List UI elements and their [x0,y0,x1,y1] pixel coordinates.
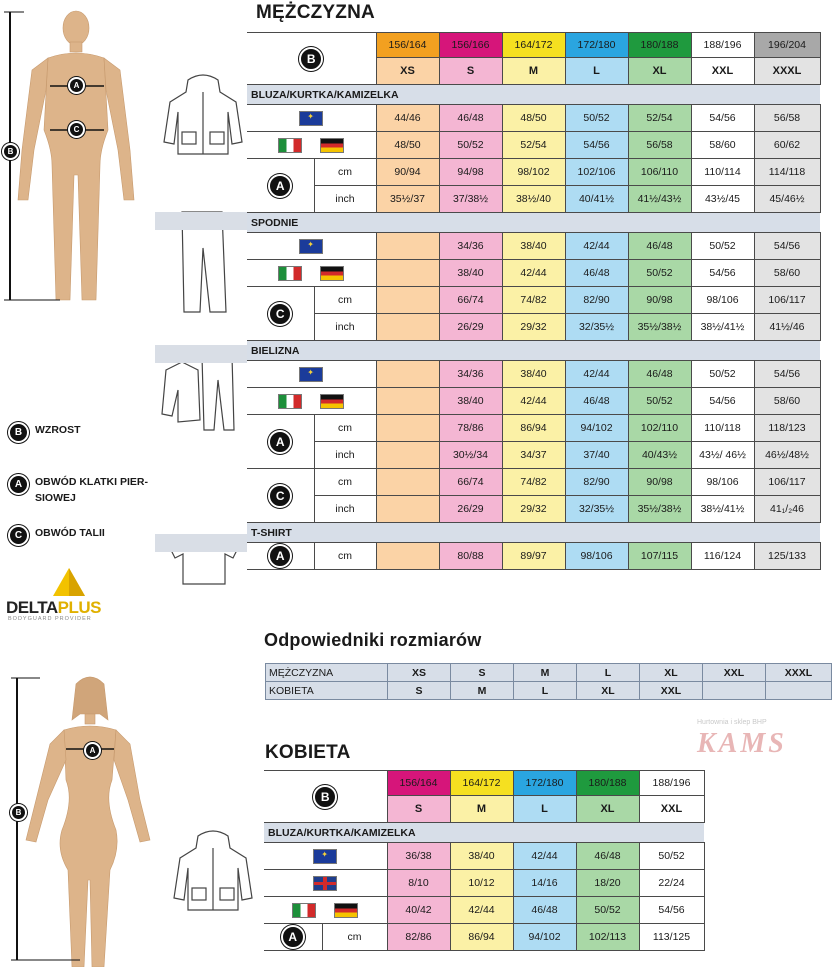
table-cell: 46/48 [628,233,691,260]
unit-label: inch [314,442,376,469]
germany-flag-icon [320,138,344,153]
table-cell: 38½/40 [502,186,565,213]
table-cell: 42/44 [513,843,576,870]
divider-tshirt [155,534,247,552]
table-cell: 60/62 [754,132,820,159]
table-cell: 46½/48½ [754,442,820,469]
table-cell: 42/44 [450,897,513,924]
table-cell: XXXL [766,664,832,682]
divider-underwear [155,345,247,363]
table-row [247,105,820,132]
legend-waist [8,525,105,546]
men-size-xs: XS [376,58,439,85]
table-cell [376,388,439,415]
unit-label: cm [314,415,376,442]
men-height-xl: 180/188 [628,33,691,58]
women-size-xxl: XXL [639,796,704,823]
height-badge-men-table: B [299,47,323,71]
table-cell [376,233,439,260]
table-cell: 50/52 [439,132,502,159]
table-cell: 35½/37 [376,186,439,213]
table-cell: 54/56 [691,260,754,287]
eu-flag-icon [299,111,323,126]
women-height-s: 156/164 [387,771,450,796]
table-cell: 86/94 [502,415,565,442]
table-cell: L [514,682,577,700]
women-size-table [264,770,705,951]
men-height-s: 156/166 [439,33,502,58]
table-cell: 40/42 [387,897,450,924]
table-cell: 54/56 [691,388,754,415]
table-row [247,388,820,415]
table-cell: 66/74 [439,469,502,496]
table-cell: XL [640,664,703,682]
corr-label-women: KOBIETA [266,682,388,700]
men-height-xs: 156/164 [376,33,439,58]
germany-flag-icon [334,903,358,918]
table-row [247,287,820,314]
men-size-s: S [439,58,502,85]
unit-label: inch [314,314,376,341]
table-cell: 113/125 [639,924,704,951]
table-cell: 46/48 [439,105,502,132]
table-cell: 42/44 [502,260,565,287]
table-cell: 102/110 [628,415,691,442]
deltaplus-logo-icon [52,567,86,597]
legend-waist-text: OBWÓD TALII [35,527,105,539]
table-cell: 102/106 [565,159,628,186]
table-cell: 114/118 [754,159,820,186]
chest-badge-male: A [68,77,85,94]
table-cell [376,543,439,570]
table-cell: 43½/45 [691,186,754,213]
table-row [247,233,820,260]
chest-badge-female: A [84,742,101,759]
table-cell: 98/106 [691,469,754,496]
table-cell [376,442,439,469]
height-badge-female: B [10,804,27,821]
women-height-m: 164/172 [450,771,513,796]
table-cell: 45/46½ [754,186,820,213]
table-cell: 32/35½ [565,496,628,523]
table-cell: 48/50 [376,132,439,159]
men-size-xxxl: XXXL [754,58,820,85]
table-row [266,682,832,700]
table-row [247,496,820,523]
table-cell: 50/52 [576,897,639,924]
table-cell: 50/52 [565,105,628,132]
men-size-l: L [565,58,628,85]
table-cell: 52/54 [502,132,565,159]
table-cell: 37/40 [565,442,628,469]
table-cell: 54/56 [565,132,628,159]
table-cell: 22/24 [639,870,704,897]
table-cell: 58/60 [754,388,820,415]
women-height-badge-cell [264,771,387,823]
women-height-xxl: 188/196 [639,771,704,796]
table-cell: 37/38½ [439,186,502,213]
italy-flag-icon [292,903,316,918]
table-row [264,897,704,924]
table-cell: 46/48 [576,843,639,870]
table-row [247,314,820,341]
table-cell: 106/110 [628,159,691,186]
eu-flag-icon [299,367,323,382]
table-row [247,186,820,213]
table-cell: 42/44 [502,388,565,415]
table-row [247,442,820,469]
table-cell: 36/38 [387,843,450,870]
table-cell: 54/56 [754,233,820,260]
men-title: MĘŻCZYZNA [256,2,375,23]
table-cell [376,415,439,442]
legend-chest [8,474,148,506]
legend-chest-line2: SIOWEJ [35,492,76,504]
table-cell: 56/58 [628,132,691,159]
men-size-table [247,32,821,570]
corr-label-men: MĘŻCZYZNA [266,664,388,682]
table-cell: 35½/38½ [628,314,691,341]
table-row [264,924,704,951]
table-cell: 58/60 [754,260,820,287]
table-cell: 94/98 [439,159,502,186]
height-badge-women-table: B [313,785,337,809]
table-cell: 34/37 [502,442,565,469]
table-cell: S [451,664,514,682]
table-cell: 89/97 [502,543,565,570]
table-cell: 8/10 [387,870,450,897]
table-cell: 90/98 [628,287,691,314]
table-cell: 43½/ 46½ [691,442,754,469]
table-cell: 102/113 [576,924,639,951]
table-cell: 86/94 [450,924,513,951]
men-tshirt-section-label: T-SHIRT [247,523,820,543]
table-cell: 18/20 [576,870,639,897]
table-cell: 34/36 [439,361,502,388]
table-cell: 82/90 [565,469,628,496]
table-cell: 38½/41½ [691,496,754,523]
table-cell: 50/52 [691,233,754,260]
table-cell [376,469,439,496]
table-cell: 50/52 [628,388,691,415]
men-height-l: 172/180 [565,33,628,58]
table-cell: 98/102 [502,159,565,186]
table-cell: 80/88 [439,543,502,570]
table-cell: 90/94 [376,159,439,186]
table-cell: 10/12 [450,870,513,897]
table-cell: 52/54 [628,105,691,132]
waist-badge-legend: C [8,525,29,546]
men-size-xl: XL [628,58,691,85]
table-cell: 29/32 [502,496,565,523]
jacket-sketch [158,72,248,157]
table-cell: 41½/46 [754,314,820,341]
table-row [264,870,704,897]
unit-label: cm [314,543,376,570]
table-cell: 98/106 [691,287,754,314]
chest-badge-legend: A [8,474,29,495]
table-cell [376,314,439,341]
men-size-xxl: XXL [691,58,754,85]
legend-height-text: WZROST [35,424,81,436]
table-cell: 38/40 [502,233,565,260]
table-cell: 74/82 [502,469,565,496]
table-cell: 41½/43½ [628,186,691,213]
height-badge-legend: B [8,422,29,443]
women-size-xl: XL [576,796,639,823]
table-cell: 32/35½ [565,314,628,341]
table-cell: XXL [640,682,703,700]
watermark-caption: Hurtownia i sklep BHP [697,719,767,726]
table-cell: 54/56 [691,105,754,132]
italy-flag-icon [278,394,302,409]
eu-flag-icon [313,849,337,864]
table-cell: 41₁/₂46 [754,496,820,523]
women-title: KOBIETA [265,742,351,763]
table-cell [766,682,832,700]
table-row [264,843,704,870]
table-row [247,260,820,287]
unit-label: cm [314,159,376,186]
table-cell: M [514,664,577,682]
men-height-xxl: 188/196 [691,33,754,58]
brand-logo: DELTAPLUS [6,598,101,617]
table-cell: 56/58 [754,105,820,132]
table-cell: 46/48 [513,897,576,924]
men-underwear-section-label: BIELIZNA [247,341,820,361]
table-row [247,132,820,159]
table-cell: 94/102 [565,415,628,442]
table-cell: 50/52 [639,843,704,870]
table-cell: 38/40 [502,361,565,388]
table-cell [376,287,439,314]
chest-badge-women: A [281,925,305,949]
table-cell: 66/74 [439,287,502,314]
unit-label: inch [314,496,376,523]
table-cell: XL [577,682,640,700]
table-cell: 106/117 [754,469,820,496]
table-cell [376,361,439,388]
women-size-l: L [513,796,576,823]
table-cell: 40/41½ [565,186,628,213]
eu-flag-icon [299,239,323,254]
uk-flag-icon [313,876,337,891]
unit-label: cm [314,469,376,496]
table-cell: XXL [703,664,766,682]
unit-label: inch [314,186,376,213]
men-jacket-section-label: BLUZA/KURTKA/KAMIZELKA [247,85,820,105]
table-cell: 54/56 [754,361,820,388]
women-jacket-sketch [168,828,258,913]
men-height-badge-cell [247,33,376,85]
legend-height [8,422,81,443]
table-cell: 78/86 [439,415,502,442]
table-cell: 48/50 [502,105,565,132]
table-cell: 54/56 [639,897,704,924]
chest-badge-underwear: A [268,430,292,454]
table-cell: 44/46 [376,105,439,132]
table-cell: 38½/41½ [691,314,754,341]
waist-badge-male: C [68,121,85,138]
italy-flag-icon [278,266,302,281]
men-trousers-section-label: SPODNIE [247,213,820,233]
table-cell: 14/16 [513,870,576,897]
watermark-logo: KAMS [697,728,787,759]
table-cell: 58/60 [691,132,754,159]
table-cell: 94/102 [513,924,576,951]
table-cell: 110/114 [691,159,754,186]
waist-badge-underwear: C [268,484,292,508]
table-cell: 26/29 [439,314,502,341]
table-cell: 74/82 [502,287,565,314]
table-cell: 90/98 [628,469,691,496]
table-cell: 42/44 [565,233,628,260]
italy-flag-icon [278,138,302,153]
divider-trousers [155,212,247,230]
table-cell: L [577,664,640,682]
table-cell [376,496,439,523]
waist-badge-trousers: C [268,302,292,326]
germany-flag-icon [320,394,344,409]
table-row [247,415,820,442]
table-cell: 30½/34 [439,442,502,469]
table-cell: M [451,682,514,700]
table-row [247,543,820,570]
unit-label: cm [314,287,376,314]
table-cell [703,682,766,700]
table-cell: XS [388,664,451,682]
table-cell: 46/48 [565,260,628,287]
table-cell: 26/29 [439,496,502,523]
height-badge-male: B [2,143,19,160]
table-row [247,469,820,496]
table-cell: 125/133 [754,543,820,570]
chest-badge-tshirt: A [268,544,292,568]
table-cell: 29/32 [502,314,565,341]
table-cell: 106/117 [754,287,820,314]
table-row [247,159,820,186]
women-height-l: 172/180 [513,771,576,796]
table-cell: 46/48 [628,361,691,388]
table-cell: 38/40 [450,843,513,870]
table-cell: 42/44 [565,361,628,388]
men-size-m: M [502,58,565,85]
table-cell: 82/86 [387,924,450,951]
legend-chest-line1: OBWÓD KLATKI PIER- [35,476,148,488]
male-body-silhouette [0,0,140,310]
table-cell: 46/48 [565,388,628,415]
chest-badge-jacket: A [268,174,292,198]
table-cell: S [388,682,451,700]
germany-flag-icon [320,266,344,281]
table-cell: 38/40 [439,388,502,415]
table-cell: 38/40 [439,260,502,287]
men-height-xxxl: 196/204 [754,33,820,58]
correspondence-title: Odpowiedniki rozmiarów [264,630,482,650]
table-cell: 116/124 [691,543,754,570]
table-row [266,664,832,682]
women-jacket-section-label: BLUZA/KURTKA/KAMIZELKA [264,823,704,843]
table-cell: 50/52 [628,260,691,287]
table-cell: 118/123 [754,415,820,442]
women-size-s: S [387,796,450,823]
men-height-m: 164/172 [502,33,565,58]
brand-tagline: BODYGUARD PROVIDER [8,616,92,622]
table-cell: 40/43½ [628,442,691,469]
table-row [247,361,820,388]
table-cell: 50/52 [691,361,754,388]
table-cell [376,260,439,287]
women-size-m: M [450,796,513,823]
table-cell: 82/90 [565,287,628,314]
women-height-xl: 180/188 [576,771,639,796]
table-cell: 110/118 [691,415,754,442]
table-cell: 34/36 [439,233,502,260]
table-cell: 35½/38½ [628,496,691,523]
table-cell: 107/115 [628,543,691,570]
size-correspondence-table [265,663,832,700]
unit-label: cm [322,924,387,951]
table-cell: 98/106 [565,543,628,570]
